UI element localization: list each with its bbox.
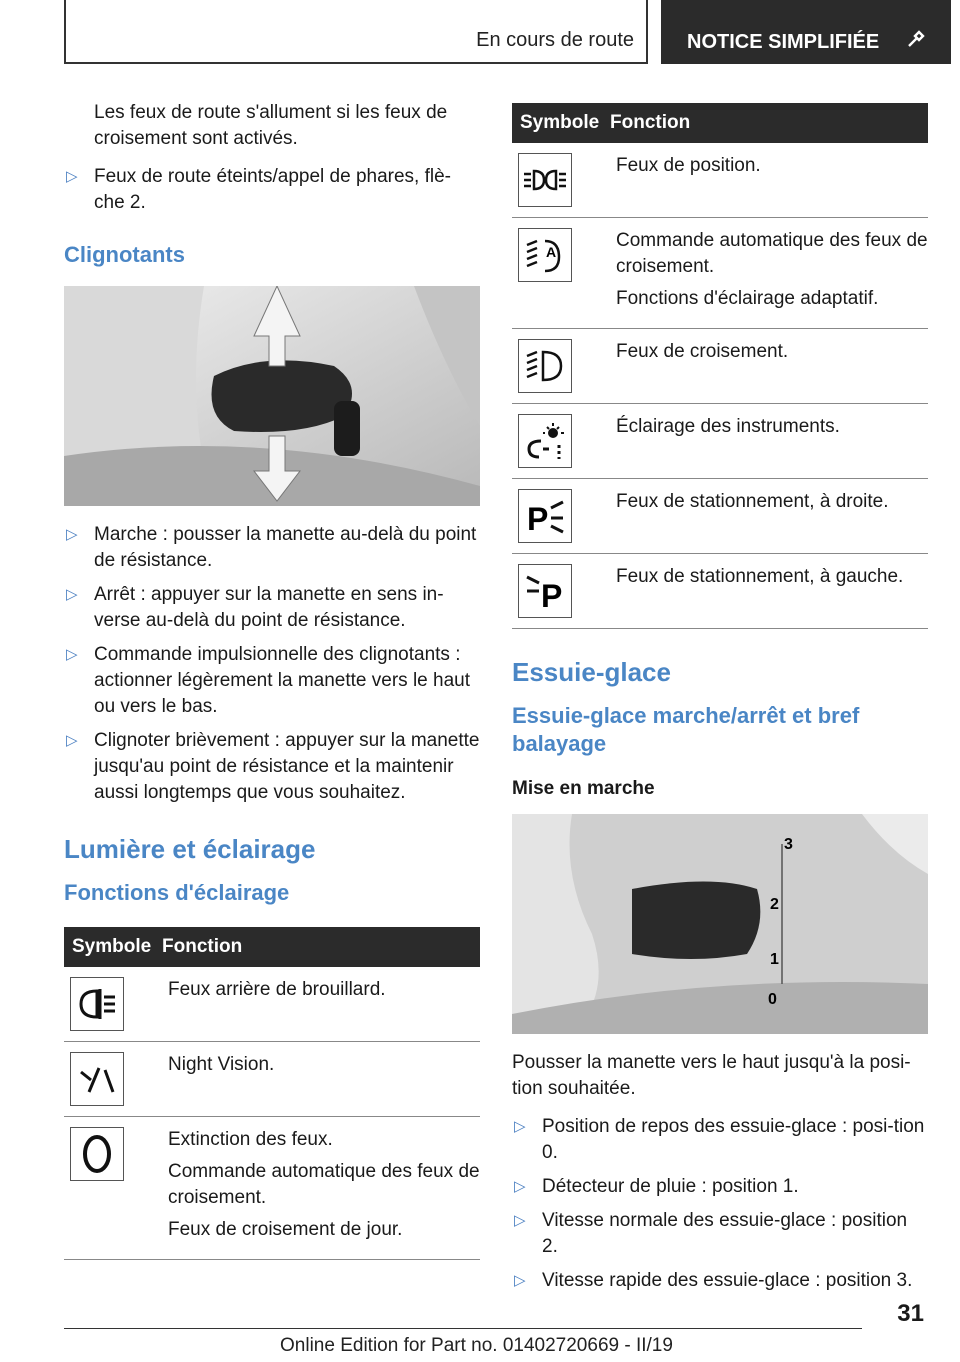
triangle-bullet-icon: ▷ bbox=[514, 1178, 526, 1195]
list-item: ▷ Position de repos des essuie-glace : posi-tion 0. bbox=[514, 1116, 925, 1163]
clignotants-list bbox=[64, 522, 480, 806]
wiper-list bbox=[512, 1114, 928, 1294]
function-text: Feux de stationnement, à gauche. bbox=[616, 566, 904, 587]
subheading-mise-en-marche: Mise en marche bbox=[512, 778, 655, 799]
left-column bbox=[64, 100, 480, 1260]
page-number: 31 bbox=[897, 1300, 924, 1327]
wiper-position-label: 3 bbox=[784, 836, 793, 853]
table-row bbox=[512, 329, 928, 404]
list-item: ▷ Commande impulsionnelle des clignotants : actionner légèrement la manette vers le haut ou vers le bas. bbox=[66, 644, 470, 717]
push-text: Pousser la manette vers le haut jusqu'à la posi-tion souhaitée. bbox=[512, 1052, 911, 1099]
list-item: ▷ Vitesse rapide des essuie-glace : position 3. bbox=[512, 1268, 928, 1294]
function-text: Feux de stationnement, à droite. bbox=[616, 491, 889, 512]
triangle-bullet-icon: ▷ bbox=[514, 1118, 526, 1135]
subsection-heading-fonctions: Fonctions d'éclairage bbox=[64, 880, 290, 905]
list-item: ▷ Arrêt : appuyer sur la manette en sens in-verse au-delà du point de résistance. bbox=[66, 584, 444, 631]
table-row bbox=[512, 218, 928, 329]
triangle-bullet-icon: ▷ bbox=[66, 732, 78, 749]
wiper-position-label: 0 bbox=[768, 991, 777, 1008]
turn-signal-stalk-image bbox=[64, 286, 480, 506]
triangle-bullet-icon: ▷ bbox=[514, 1272, 526, 1289]
auto-low-beam-icon bbox=[518, 228, 572, 282]
function-text: Fonctions d'éclairage adaptatif. bbox=[616, 288, 879, 309]
list-item: ▷ Feux de route éteints/appel de phares, flè-che 2. bbox=[66, 166, 452, 213]
guide-title: NOTICE SIMPLIFIÉE bbox=[687, 31, 880, 53]
table-row bbox=[64, 967, 480, 1042]
function-text: Feux arrière de brouillard. bbox=[168, 979, 386, 1000]
function-text: Commande automatique des feux de croisement. bbox=[168, 1161, 480, 1208]
column-header-function: Fonction bbox=[162, 927, 480, 967]
svg-text:A: A bbox=[546, 244, 557, 260]
lighting-functions-table-1 bbox=[64, 927, 480, 1260]
parking-light-left-icon bbox=[518, 564, 572, 618]
lights-off-zero-icon bbox=[70, 1127, 124, 1181]
column-header-function: Fonction bbox=[610, 103, 928, 143]
night-vision-icon bbox=[70, 1052, 124, 1106]
position-lights-icon bbox=[518, 153, 572, 207]
wiper-position-label: 2 bbox=[770, 896, 779, 913]
section-title: En cours de route bbox=[476, 29, 634, 51]
table-row bbox=[64, 1042, 480, 1117]
section-heading-lumiere: Lumière et éclairage bbox=[64, 834, 316, 864]
function-text: Extinction des feux. bbox=[168, 1129, 333, 1150]
triangle-bullet-icon: ▷ bbox=[66, 526, 78, 543]
function-text: Feux de croisement de jour. bbox=[168, 1219, 403, 1240]
right-column bbox=[512, 103, 928, 1302]
wrench-icon bbox=[907, 30, 925, 54]
wiper-position-label: 1 bbox=[770, 951, 779, 968]
triangle-bullet-icon: ▷ bbox=[66, 586, 78, 603]
function-text: Night Vision. bbox=[168, 1054, 275, 1075]
svg-text:P: P bbox=[541, 578, 563, 613]
table-row bbox=[512, 143, 928, 218]
list-item: ▷ Clignoter brièvement : appuyer sur la manette jusqu'au point de résistance et la maintenir aussi longtemps que vous souhaitez. bbox=[66, 730, 480, 803]
intro-list bbox=[64, 164, 480, 216]
header-section-box bbox=[64, 0, 648, 64]
list-item: ▷ Marche : pousser la manette au-delà du point de résistance. bbox=[66, 524, 477, 571]
table-row bbox=[512, 404, 928, 479]
svg-text:P: P bbox=[527, 501, 549, 537]
footer-divider bbox=[64, 1328, 862, 1329]
column-header-symbol: Symbole bbox=[64, 927, 162, 967]
intro-text: Les feux de route s'allument si les feux de croisement sont activés. bbox=[94, 102, 448, 149]
function-text: Commande automatique des feux de croisement. bbox=[616, 230, 928, 277]
triangle-bullet-icon: ▷ bbox=[66, 168, 78, 185]
table-row bbox=[512, 554, 928, 629]
list-item: ▷ Détecteur de pluie : position 1. bbox=[512, 1174, 928, 1200]
guide-banner bbox=[661, 0, 951, 64]
edition-text: Online Edition for Part no. 01402720669 - II/19 bbox=[280, 1335, 673, 1356]
lighting-functions-table-2 bbox=[512, 103, 928, 629]
instrument-lighting-icon bbox=[518, 414, 572, 468]
parking-light-right-icon bbox=[518, 489, 572, 543]
function-text: Éclairage des instruments. bbox=[616, 416, 840, 437]
section-heading-clignotants: Clignotants bbox=[64, 242, 185, 267]
table-row bbox=[512, 479, 928, 554]
function-text: Feux de croisement. bbox=[616, 341, 789, 362]
low-beam-icon bbox=[518, 339, 572, 393]
function-text: Feux de position. bbox=[616, 155, 761, 176]
triangle-bullet-icon: ▷ bbox=[66, 646, 78, 663]
wiper-stalk-image bbox=[512, 814, 928, 1034]
triangle-bullet-icon: ▷ bbox=[514, 1212, 526, 1229]
table-row bbox=[64, 1117, 480, 1260]
list-item: ▷ Vitesse normale des essuie-glace : position 2. bbox=[514, 1210, 908, 1257]
rear-fog-light-icon bbox=[70, 977, 124, 1031]
column-header-symbol: Symbole bbox=[512, 103, 610, 143]
subsection-heading-essuie-glace: Essuie-glace marche/arrêt et bref balayage bbox=[512, 703, 860, 756]
section-heading-essuie-glace: Essuie-glace bbox=[512, 657, 671, 687]
